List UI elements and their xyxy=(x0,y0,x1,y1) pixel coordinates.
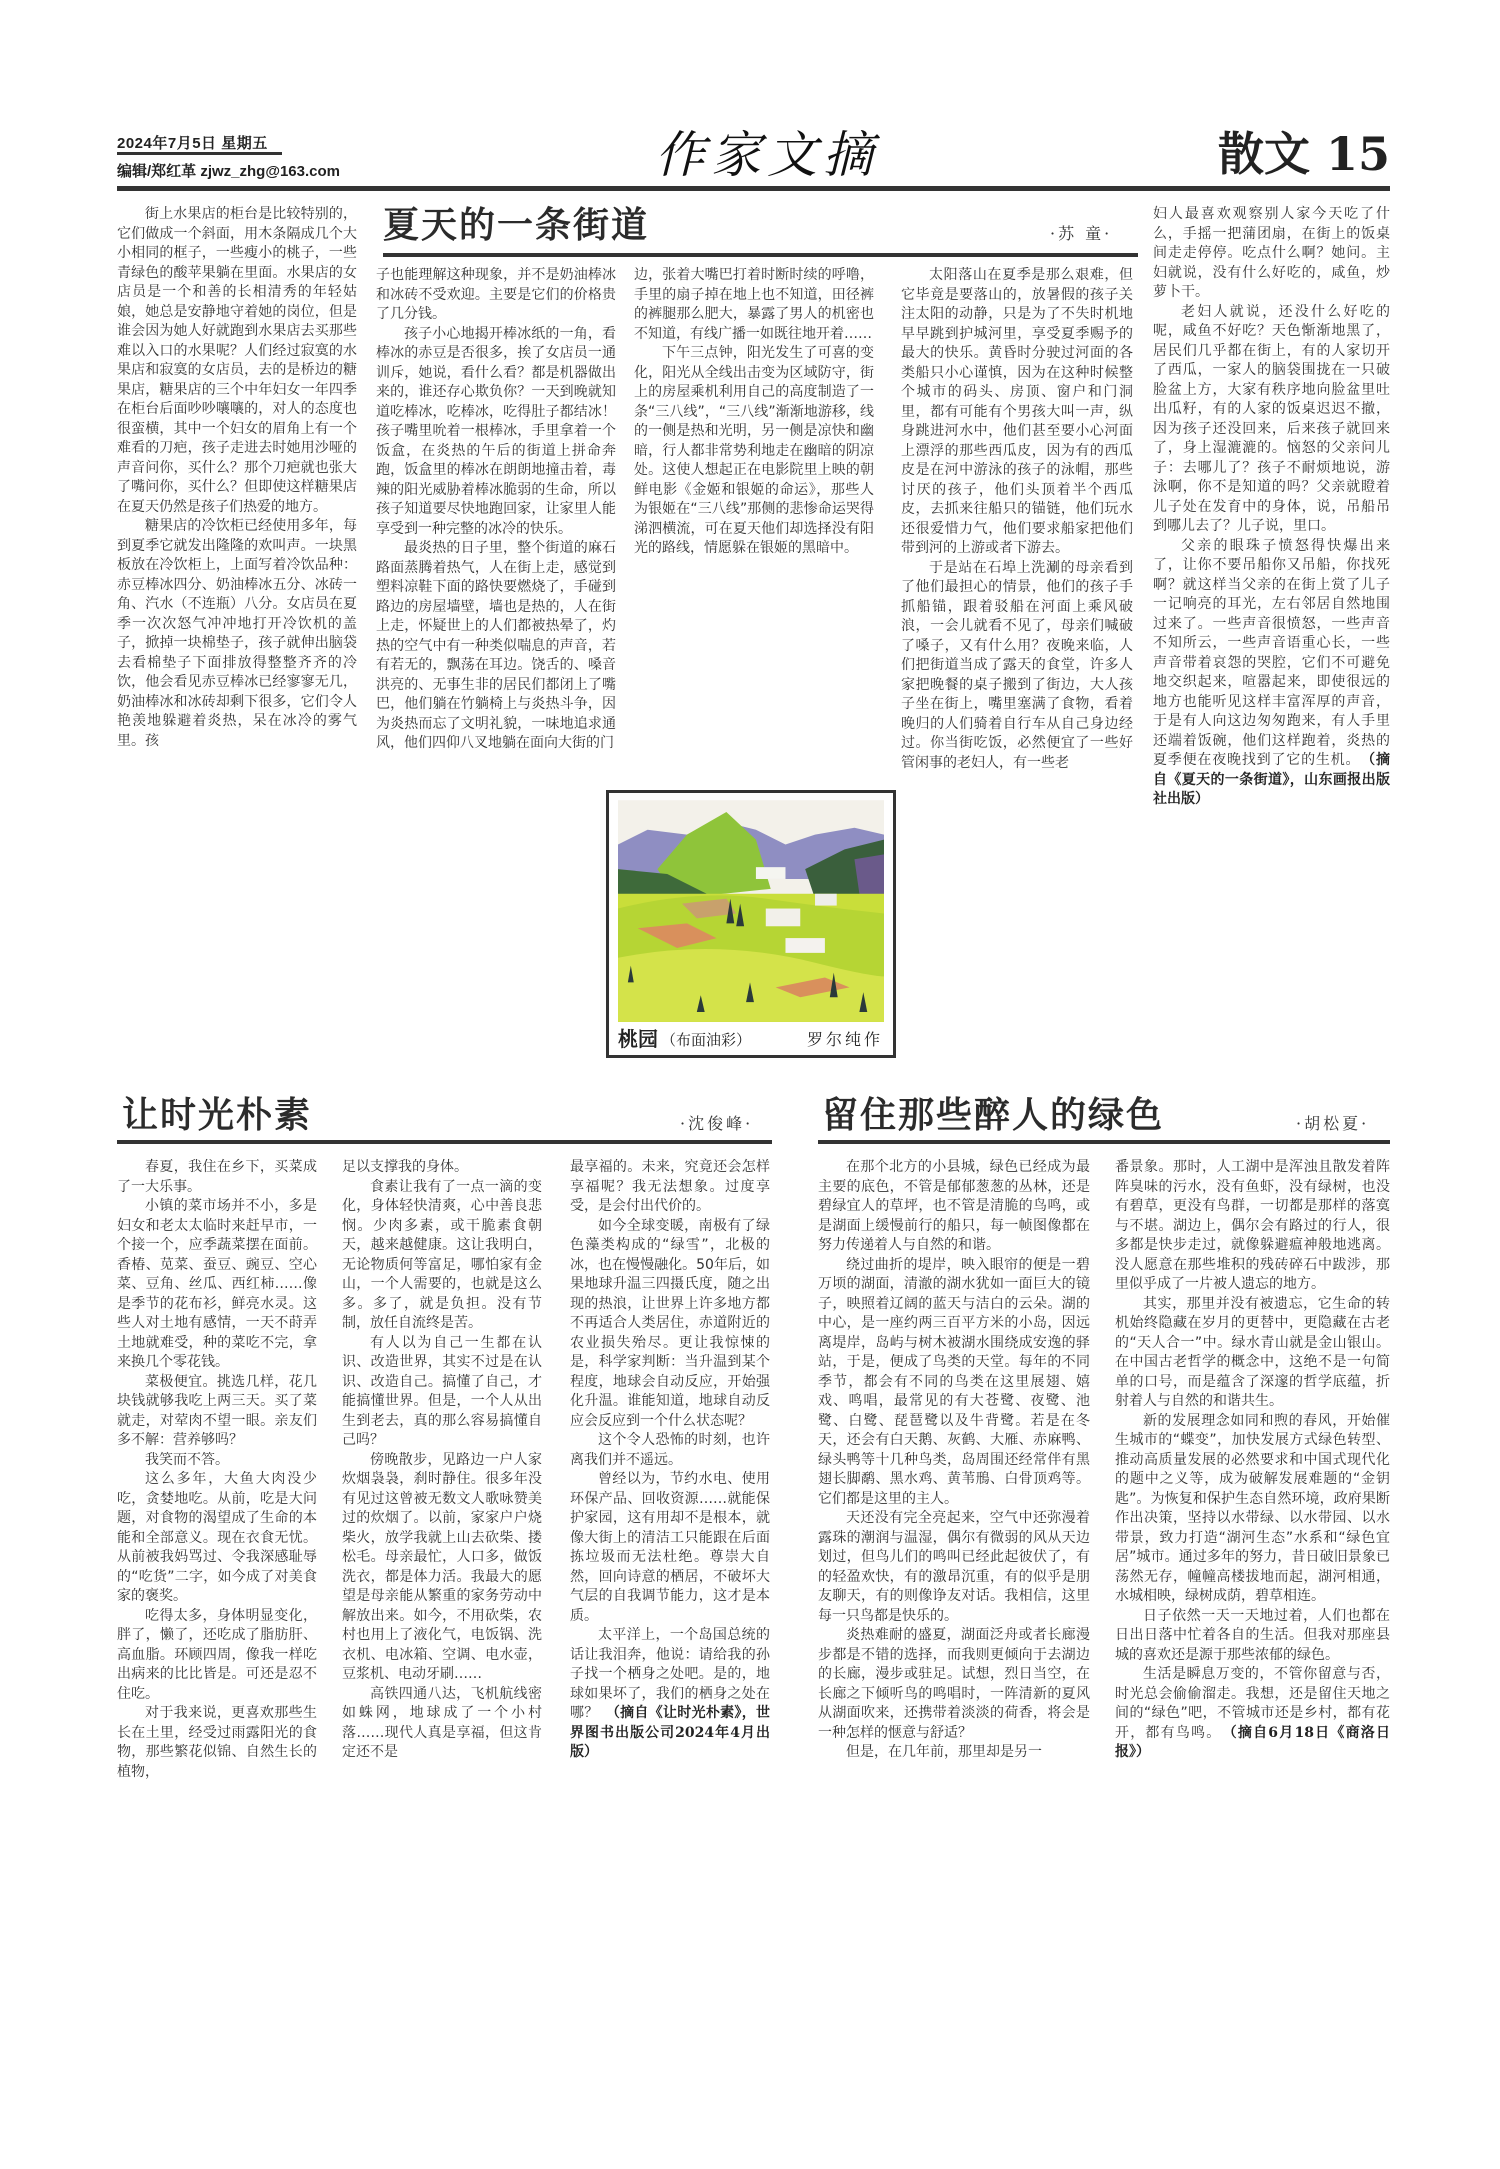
painting-figure xyxy=(606,790,896,1058)
section-name: 散文 xyxy=(1217,127,1310,181)
paragraph: 菜极便宜。挑选几样，花几块钱就够我吃上两三天。买了菜就走，对荤肉不望一眼。亲友们多不解：营养够吗？ xyxy=(117,1373,317,1448)
issue-date: 2024年7月5日 星期五 xyxy=(117,135,268,152)
paragraph: 边，张着大嘴巴打着时断时续的呼噜，手里的扇子掉在地上也不知道，田径裤的裤腿那么肥大，暴露了男人的机密也不知道，有线广播一如既往地开着…… xyxy=(634,267,874,342)
article-title: 夏天的一条街道 xyxy=(383,204,650,246)
article-title: 让时光朴素 xyxy=(122,1094,313,1136)
paragraph: 在那个北方的小县城，绿色已经成为最主要的底色，不管是郁郁葱葱的丛林，还是碧绿宜人的草坪，也不管是清脆的鸟鸣，或是湖面上缓慢前行的船只，每一帧图像都在努力传递着人与自然的和谐。 xyxy=(818,1159,1090,1253)
paragraph: 炎热难耐的盛夏，湖面泛舟或者长廊漫步都是不错的选择，而我则更倾向于去湖边的长廊，漫步或驻足。试想，烈日当空，在长廊之下倾听鸟的鸣唱时，一阵清新的夏风从湖面吹来，还携带着淡淡的荷香，将会是一种怎样的惬意与舒适？ xyxy=(818,1627,1090,1741)
paragraph: 父亲的眼珠子愤怒得快爆出来了，让你不要吊船你又吊船，你找死啊？就这样当父亲的在街上赏了儿子一记响亮的耳光，左右邻居自然地围过来了。一些声音很愤怒，一些声音不知所云，一些声音语重心长，一些声音带着哀怨的哭腔，它们不可避免地交织起来，喧嚣起来，即使很远的地方也能听见这样丰富浑厚的声音，于是有人向这边匆匆跑来，有人手里还端着饭碗，他们这样跑着，炎热的夏季便在夜晚找到了它的生机。 （摘自《夏天的一条街道》，山东画报出版社出版） xyxy=(1153,537,1390,807)
paragraph: 太平洋上，一个岛国总统的话让我泪奔，他说：请给我的孙子找一个栖身之处吧。是的，地球如果坏了，我们的栖身之处在哪？ （摘自《让时光朴素》，世界图书出版公司2024年4月出版） xyxy=(570,1627,770,1760)
paragraph: 吃得太多，身体明显变化，胖了，懒了，还吃成了脂肪肝、高血脂。环顾四周，像我一样吃出病来的比比皆是。可还是忍不住吃。 xyxy=(117,1607,317,1702)
paragraph: 我笑而不答。 xyxy=(145,1451,229,1468)
article3-column-1 xyxy=(818,1158,1090,2133)
editor-credit: 编辑/郑红革 zjwz_zhg@163.com xyxy=(117,163,341,180)
paragraph: 这个令人恐怖的时刻，也许离我们并不遥远。 xyxy=(570,1432,770,1468)
paragraph: 于是站在石埠上洗涮的母亲看到了他们最担心的情景，他们的孩子手抓船锚，跟着驳船在河面上乘风破浪，一会儿就看不见了，母亲们喊破了嗓子，又有什么用？夜晚来临，人们把街道当成了露天的食堂，许多人家把晚餐的桌子搬到了街边，大人孩子坐在街上，嘴里塞满了食物，看着晚归的人们骑着自行车从自己身边经过。你当街吃饭，必然便宜了一些好管闲事的老妇人，有一些老 xyxy=(901,559,1133,771)
article3-column-2 xyxy=(1115,1158,1390,2133)
source-citation: （摘自6月18日《商洛日报》） xyxy=(1115,1724,1390,1760)
paragraph: 生活是瞬息万变的，不管你留意与否，时光总会偷偷溜走。我想，还是留住天地之间的“绿色”吧，不管城市还是乡村，都有花开，都有鸟鸣。 （摘自6月18日《商洛日报》） xyxy=(1115,1666,1390,1760)
source-citation: （摘自《让时光朴素》，世界图书出版公司2024年4月出版） xyxy=(570,1705,770,1760)
article-author: ·胡松夏· xyxy=(1296,1114,1370,1133)
paragraph: 食素让我有了一点一滴的变化，身体轻快清爽，心中善良悲悯。少肉多素，或干脆素食朝天，越来越健康。这让我明白，无论物质何等富足，哪怕家有金山，一个人需要的，也就是这么多。多了，就是负担。没有节制，放任自流终是苦。 xyxy=(342,1178,542,1331)
paragraph: 曾经以为，节约水电、使用环保产品、回收资源……就能保护家园，这有用却不是根本，就像大街上的清洁工只能跟在后面拣垃圾而无法杜绝。尊崇大自然，回向诗意的栖居，不破坏大气层的自我调节能力，这才是本质。 xyxy=(570,1471,770,1624)
paragraph: 对于我来说，更喜欢那些生长在土里，经受过雨露阳光的食物，那些繁花似锦、自然生长的植物， xyxy=(117,1705,317,1780)
paragraph: 太阳落山在夏季是那么艰难，但它毕竟是要落山的，放暑假的孩子关注太阳的动静，只是为了不失时机地早早跳到护城河里，享受夏季赐予的最大的快乐。黄昏时分驶过河面的各类船只小心谨慎，因为在这种时候整个城市的码头、房顶、窗户和门洞里，都有可能有个男孩大叫一声，纵身跳进河水中，他们甚至要小心河面上漂浮的那些西瓜皮，因为有的西瓜皮是在河中游泳的孩子的泳帽，那些讨厌的孩子，他们头顶着半个西瓜皮，去抓来往船只的锚链，他们玩水还很爱惜力气，他们要求船家把他们带到河的上游或者下游去。 xyxy=(901,267,1133,556)
paragraph: 孩子小心地揭开棒冰纸的一角，看棒冰的赤豆是否很多，挨了女店员一通训斥，她说，看什么看？都是机器做出来的，谁还存心欺负你？一天到晚就知道吃棒冰，吃棒冰，吃得肚子都结冰！孩子嘴里吮着一根棒冰，手里拿着一个饭盒，在炎热的午后的街道上拼命奔跑，饭盒里的棒冰在朗朗地撞击着，毒辣的阳光威胁着棒冰脆弱的生命，所以孩子知道要尽快地跑回家，让家里人能享受到一种完整的冰冷的快乐。 xyxy=(376,325,616,537)
paragraph: 番景象。那时，人工湖中是浑浊且散发着阵阵臭味的污水，没有鱼虾，没有绿树，也没有碧草，更没有鸟群，一切都是那样的落寞与不堪。湖边上，偶尔会有路过的行人，很多都是快步走过，就像躲避瘟神般地逃离。没人愿意在那些堆积的残砖碎石中跋涉，那里似乎成了一片被人遗忘的地方。 xyxy=(1115,1159,1390,1292)
section-label xyxy=(1218,118,1390,184)
page-number: 15 xyxy=(1325,127,1390,181)
painting-medium: （布面油彩） xyxy=(661,1031,752,1049)
painting-title: 桃园 xyxy=(618,1027,658,1051)
painting-artist: 罗尔纯作 xyxy=(806,1030,883,1049)
article1-column-3 xyxy=(634,266,874,776)
paragraph: 有人以为自己一生都在认识、改造世界，其实不过是在认识、改造自己。搞懂了自己，才能搞懂世界。但是，一个人从出生到老去，真的那么容易搞懂自己吗？ xyxy=(342,1334,542,1448)
title-rule xyxy=(117,1140,772,1144)
article2-column-3 xyxy=(570,1158,770,2133)
paragraph: 糖果店的冷饮柜已经使用多年，每到夏季它就发出隆隆的欢叫声。一块黑板放在冷饮柜上，上面写着冷饮品种：赤豆棒冰四分、奶油棒冰五分、冰砖一角、汽水（不连瓶）八分。女店员在夏季一次次怒气冲冲地打开冷饮机的盖子，掀掉一块棉垫子，孩子就伸出脑袋去看棉垫子下面排放得整整齐齐的冷饮，他会看见赤豆棒冰已经寥寥无几，奶油棒冰和冰砖却剩下很多，它们令人艳羡地躲避着炎热，呆在冰冷的雾气里。孩 xyxy=(117,518,357,749)
paragraph: 最炎热的日子里，整个街道的麻石路面蒸腾着热气，人在街上走，感觉到塑料凉鞋下面的路快要燃烧了，手碰到路边的房屋墙壁，墙也是热的，人在街上走，怀疑世上的人们都被热晕了，灼热的空气中有一种类似喘息的声音，若有若无的，飘荡在耳边。饶舌的、嗓音洪亮的、无事生非的居民们都闭上了嘴巴，他们躺在竹躺椅上与炎热斗争，因为炎热而忘了文明礼貌，一味地追求通风，他们四仰八叉地躺在面向大街的门 xyxy=(376,540,616,751)
newspaper-logo: 作家文摘 xyxy=(655,126,879,184)
paragraph: 但是，在几年前，那里却是另一 xyxy=(846,1744,1042,1760)
paragraph: 小镇的菜市场并不小，多是妇女和老太太临时来赶早市，一个接一个，应季蔬菜摆在面前。香椿、苋菜、蚕豆、豌豆、空心菜、豆角、丝瓜、西红柿……像是季节的花布衫，鲜亮水灵。这些人对土地有感情，一天不莳弄土地就难受，种的菜吃不完，拿来换几个零花钱。 xyxy=(117,1198,317,1370)
title-rule xyxy=(818,1140,1390,1144)
paragraph: 足以支撑我的身体。 xyxy=(342,1159,468,1175)
paragraph: 妇人最喜欢观察别人家今天吃了什么，手摇一把蒲团扇，在街上的饭桌间走走停停。吃点什么啊？她问。主妇就说，没有什么好吃的，咸鱼，炒萝卜干。 xyxy=(1153,206,1390,300)
article1-column-5 xyxy=(1153,205,1390,1060)
paragraph: 老妇人就说，还没什么好吃的呢，咸鱼不好吃？天色惭渐地黑了，居民们几乎都在街上，有的人家切开了西瓜，一家人的脑袋围拢在一只破脸盆上方，大家有秩序地向脸盆里吐出瓜籽，有的人家的饭桌迟迟不撤，因为孩子还没回来，后来孩子就回来了，身上湿漉漉的。恼怒的父亲问儿子：去哪儿了？孩子不耐烦地说，游泳啊，你不是知道的吗？父亲就瞪着儿子处在发育中的身体，说，吊船吊到哪儿去了？儿子说，里口。 xyxy=(1153,303,1390,534)
article-title: 留住那些醉人的绿色 xyxy=(822,1094,1165,1136)
article-author: ·沈俊峰· xyxy=(680,1114,754,1133)
paragraph: 最享福的。未来，究竟还会怎样享福呢？我无法想象。过度享受，是会付出代价的。 xyxy=(570,1159,770,1214)
article2-column-1 xyxy=(117,1158,317,2133)
paragraph: 其实，那里并没有被遗忘，它生命的转机始终隐藏在岁月的更替中，更隐藏在古老的“天人合一”中。绿水青山就是金山银山。在中国古老哲学的概念中，这绝不是一句简单的口号，而是蕴含了深邃的哲学底蕴，折射着人与自然的和谐共生。 xyxy=(1115,1295,1390,1409)
masthead-rule xyxy=(117,186,1390,191)
paragraph: 这么多年，大鱼大肉没少吃，贪婪地吃。从前，吃是大问题，对食物的渴望成了生命的本能和全部意义。现在衣食无忧。从前被我妈骂过、令我深感耻辱的“吃货”二字，如今成了对美食家的褒奖。 xyxy=(117,1471,317,1604)
paragraph: 天还没有完全亮起来，空气中还弥漫着露珠的潮润与温湿，偶尔有微弱的风从天边划过，但鸟儿们的鸣叫已经此起彼伏了，有的轻盈欢快，有的激昂沉重，有的似乎是朋友聊天，有的则像诤友对话。我相信，这里每一只鸟都是快乐的。 xyxy=(818,1510,1090,1624)
article1-column-2 xyxy=(376,266,616,1060)
paragraph: 高铁四通八达，飞机航线密如蛛网，地球成了一个小村落……现代人真是享福，但这肯定还不是 xyxy=(342,1685,542,1760)
paragraph: 下午三点钟，阳光发生了可喜的变化，阳光从全线出击变为区域防守，街上的房屋乘机利用自己的高度制造了一条“三八线”，“三八线”渐渐地游移，线的一侧是热和光明，另一侧是凉快和幽暗，行人都非常势利地走在幽暗的阴凉处。这使人想起正在电影院里上映的朝鲜电影《金姬和银姬的命运》，那些人为银姬在“三八线”那侧的悲惨命运哭得涕泗横流，可在夏天他们却选择没有阳光的路线，情愿躲在银姬的黑暗中。 xyxy=(634,345,874,556)
paragraph: 绕过曲折的堤岸，映入眼帘的便是一碧万顷的湖面，清澈的湖水犹如一面巨大的镜子，映照着辽阔的蓝天与洁白的云朵。湖的中心，是一座约两三百平方米的小岛，因远离堤岸，岛屿与树木被湖水围绕成安逸的驿站，于是，便成了鸟类的天堂。每年的不同季节，都会有不同的鸟类在这里展翅、嬉戏、鸣唱，最常见的有大苍鹭、夜鹭、池鹭、白鹭、琵琶鹭以及牛背鹭。若是在冬天，还会有白天鹅、灰鹤、大雁、赤麻鸭、绿头鸭等十几种鸟类，岛周围还经常伴有黑翅长脚鹬、黑水鸡、黄苇鳽、白骨顶鸡等。它们都是这里的主人。 xyxy=(818,1256,1090,1507)
date-underline xyxy=(117,152,282,155)
source-citation: （摘自《夏天的一条街道》，山东画报出版社出版） xyxy=(1153,752,1390,807)
article1-column-1 xyxy=(117,205,357,1060)
article2-column-2 xyxy=(342,1158,542,2133)
paragraph: 街上水果店的柜台是比较特别的，它们做成一个斜面，用木条隔成几个大小相同的框子，一些瘦小的桃子，一些青绿色的酸苹果躺在里面。水果店的女店员是一个和善的长相清秀的年轻姑娘，她总是安静地守着她的岗位，但是谁会因为她人好就跑到水果店去买那些难以入口的水果呢？人们经过寂寞的水果店和寂寞的女店员，去的是桥边的糖果店，糖果店的三个中年妇女一年四季在柜台后面吵吵嚷嚷的，对人的态度也很蛮横，其中一个妇女的眉角上有一个难看的刀疤，孩子走进去时她用沙哑的声音问你，买什么？那个刀疤就也张大了嘴问你，买什么？但即使这样糖果店在夏天仍然是孩子们热爱的地方。 xyxy=(117,206,357,515)
paragraph: 春夏，我住在乡下，买菜成了一大乐事。 xyxy=(117,1159,317,1195)
paragraph: 日子依然一天一天地过着，人们也都在日出日落中忙着各自的生活。但我对那座县城的喜欢还是源于那些浓郁的绿色。 xyxy=(1115,1607,1390,1663)
article1-column-4 xyxy=(893,266,1133,1060)
painting-image xyxy=(618,800,884,1022)
title-rule xyxy=(383,253,1138,257)
paragraph: 如今全球变暖，南极有了绿色藻类构成的“绿雪”，北极的冰，也在慢慢融化。50年后，如果地球升温三四摄氏度，随之出现的热浪，让世界上许多地方都不再适合人类居住，赤道附近的农业损失殆尽。更让我惊悚的是，科学家判断：当升温到某个程度，地球会自动反应，开始强化升温。谁能知道，地球自动反应会反应到一个什么状态呢？ xyxy=(570,1217,770,1429)
paragraph: 傍晚散步，见路边一户人家炊烟袅袅，刹时静住。很多年没有见过这曾被无数文人歌咏赞美过的炊烟了。以前，家家户户烧柴火，放学我就上山去砍柴、搂松毛。母亲最忙，人口多，做饭洗衣，都是体力活。我最大的愿望是母亲能从繁重的家务劳动中解放出来。如今，不用砍柴，农村也用上了液化气，电饭锅、洗衣机、电冰箱、空调、电水壶，豆浆机、电动牙刷…… xyxy=(342,1451,542,1682)
paragraph: 子也能理解这种现象，并不是奶油棒冰和冰砖不受欢迎。主要是它们的价格贵了几分钱。 xyxy=(376,267,616,322)
article-author: ·苏 童· xyxy=(1050,224,1113,243)
paragraph: 新的发展理念如同和煦的春风，开始催生城市的“蝶变”，加快发展方式绿色转型、推动高质量发展的必然要求和中国式现代化的题中之义等，成为破解发展难题的“金钥匙”。为恢复和保护生态自然环境，政府果断作出决策，坚持以水带绿、以水带园、以水带景，致力打造“湖河生态”水系和“绿色宜居”城市。通过多年的努力，昔日破旧景象已荡然无存，幢幢高楼拔地而起，湖河相通，水城相映，绿树成荫，碧草相连。 xyxy=(1115,1412,1390,1604)
